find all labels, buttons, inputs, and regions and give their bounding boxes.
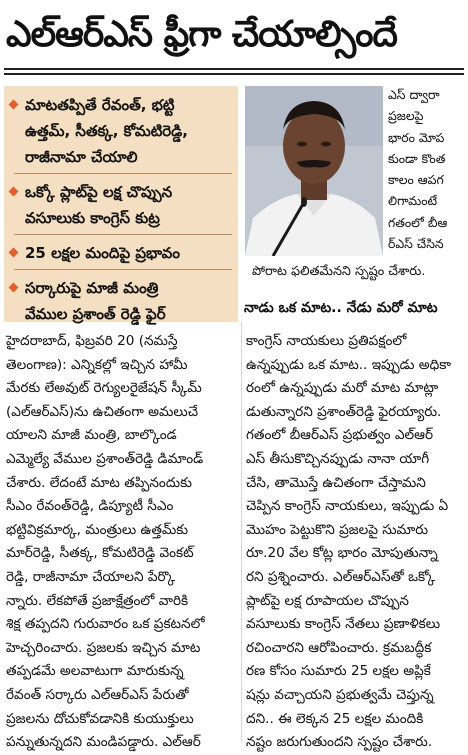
text-line: మేరకు లేఅవుట్ రెగ్యులరైజేషన్ స్కీమ్ (6, 380, 202, 397)
highlight-item (10, 240, 234, 266)
text-line: శిక్ష తప్పదని గురువారం ఒక ప్రకటనలో (6, 616, 205, 633)
text-line: ప్రజలపై (388, 108, 424, 124)
text-line: (ఎల్ఆర్ఎస్)ను ఉచితంగా అమలుచే (6, 403, 199, 420)
text-line: వసూలుకు కాంగ్రెస్ నేతలు ప్రణాళికలు (246, 616, 441, 633)
text-line: డుతున్నారని ప్రశాంత్‌రెడ్డి ఫైరయ్యారు. (246, 403, 442, 420)
text-line: ప్లాట్‌పై లక్ష రూపాయల చొప్పున (246, 592, 409, 609)
text-line: ఎస్ తీసుకొచ్చినప్పుడు నానా యాగీ (246, 450, 430, 467)
text-line: భట్టివిక్రమార్క, మంత్రులు ఉత్తమ్‌కు (6, 521, 189, 538)
text-line: తెలంగాణ): ఎన్నికల్లో ఇచ్చిన హామీ (6, 356, 188, 373)
headline-rule-lower (4, 73, 464, 75)
text-line: మొహం పెట్టుకొని ప్రజలపై సుమారు (246, 521, 429, 538)
bullet-icon (9, 100, 19, 110)
highlight-separator (14, 173, 232, 174)
text-line: హైదరాబాద్, ఫిబ్రవరి 20 (నమస్తే (6, 333, 178, 349)
text-line: దని.. ఈ లెక్కన 25 లక్షల మందికి (246, 710, 424, 727)
bullet-icon (9, 283, 19, 293)
bullet-icon (9, 248, 19, 258)
text-line: రేవంత్ సర్కారు ఎల్ఆర్ఎస్ పేరుతో (6, 686, 189, 703)
bullet-icon (9, 187, 19, 197)
highlight-line: సర్కారుపై మాజీ మంత్రి (25, 279, 159, 297)
text-line: ప్రజలను దోచుకోవడానికి కుయుక్తులు (6, 710, 194, 727)
narrow-column (388, 84, 466, 254)
text-line: కాలం ఆపగ (388, 172, 444, 188)
text-line: చేశారు. లేదంటే మాట తప్పినందుకు (6, 474, 192, 491)
text-line: లిగామంటే (388, 193, 438, 209)
highlight-line: మాటతప్పితే రేవంత్, భట్టి (25, 96, 175, 114)
highlight-separator (14, 234, 232, 235)
text-line: గతంలో బీఆ (388, 214, 448, 230)
highlight-line: 25 లక్షల మందిపై ప్రభావం (25, 244, 180, 262)
highlights-box (4, 86, 238, 322)
headline-rule (4, 68, 464, 70)
text-line: రని ప్రశ్నించారు. ఎల్ఆర్ఎస్‌తో ఒక్కో (246, 568, 436, 585)
text-line: యాలని మాజీ మంత్రి, బాల్కొండ (6, 427, 177, 444)
text-line: ర్ఎస్ చేసిన (388, 236, 444, 252)
photo-continuation-text: పోరాట ఫలితమేనని స్పష్టం చేశారు. (252, 264, 426, 279)
text-line: చెప్పిన కాంగ్రెస్ నాయకులు, ఇప్పుడు ఏ (246, 498, 449, 515)
highlight-item (10, 275, 234, 327)
text-line: తప్పడమే అలవాటుగా మారుకున్న (6, 663, 184, 680)
text-line: భారం మోప (388, 129, 445, 145)
text-line: నష్టం జరుగుతుందని స్పష్టం చేశారు. (246, 734, 433, 751)
text-line: చేసి, తామొస్తే ఉచితంగా చేస్తామని (246, 474, 426, 491)
headline: ఎల్ఆర్ఎస్ ఫ్రీగా చేయాల్సిందే (6, 14, 397, 55)
text-line: కుండా కొంత (388, 150, 446, 166)
text-line: రంలో ఉన్నప్పుడు మరో మాట మాట్లా (246, 380, 439, 397)
subheading: నాడు ఒక మాట.. నేడు మరో మాట (244, 300, 438, 316)
text-line: పన్నుతున్నదని మండిపడ్డారు. ఎల్ఆర్ (6, 734, 201, 751)
text-line: రచించారని ఆరోపించారు. క్రమబద్ధీక (246, 639, 432, 656)
highlight-line: వసూలుకు కాంగ్రెస్ కుట్ర (25, 209, 160, 227)
highlight-line: రాజీనామా చేయాలి (25, 148, 138, 166)
text-line: రెడ్డి, రాజీనామా చేయాలని పేర్కొ (6, 568, 176, 585)
highlight-item (10, 179, 234, 231)
text-line: ఎస్ ద్వారా (388, 87, 440, 102)
text-line: సీఎం రేవంత్‌రెడ్డి, డిప్యూటీ సీఎం (6, 498, 174, 515)
highlight-item (10, 92, 234, 170)
text-line: గతంలో బీఆర్ఎస్ ప్రభుత్వం ఎల్ఆర్ (246, 427, 434, 444)
highlight-line: ఉత్తమ్, సీతక్క, కోమటిరెడ్డి, (25, 122, 188, 140)
speaker-photo (245, 86, 383, 256)
text-line: ఎమ్మెల్యే వేముల ప్రశాంత్‌రెడ్డి డిమాండ్ (6, 450, 204, 467)
text-line: కాంగ్రెస్ నాయకులు ప్రతిపక్షంలో (246, 333, 407, 349)
text-line: రణ కోసం సుమారు 25 లక్షల అప్లికే (246, 663, 431, 680)
text-line: న్నారు. లేకపోతే ప్రజాక్షేత్రంలో వారికి (6, 592, 189, 609)
right-column (246, 330, 466, 755)
highlight-line: వేముల ప్రశాంత్ రెడ్డి ఫైర్ (25, 305, 166, 323)
column-divider (241, 322, 242, 742)
text-line: షన్లు వచ్చాయని ప్రభుత్వమే చెప్తున్న (246, 686, 434, 703)
text-line: హెచ్చరించారు. ప్రజలకు ఇచ్చిన మాట (6, 639, 201, 656)
text-line: మార్‌రెడ్డి, సీతక్క, కోమటిరెడ్డి వెంకట్ (6, 545, 194, 562)
text-line: రూ.20 వేల కోట్ల భారం మోపుతున్నా (246, 545, 438, 562)
left-column (6, 330, 238, 755)
highlight-separator (14, 269, 232, 270)
highlight-line: ఒక్కో ప్లాట్‌పై లక్ష చొప్పున (25, 183, 173, 201)
text-line: ఉన్నప్పుడు ఒక మాట.. ఇప్పుడు అధికా (246, 356, 452, 373)
